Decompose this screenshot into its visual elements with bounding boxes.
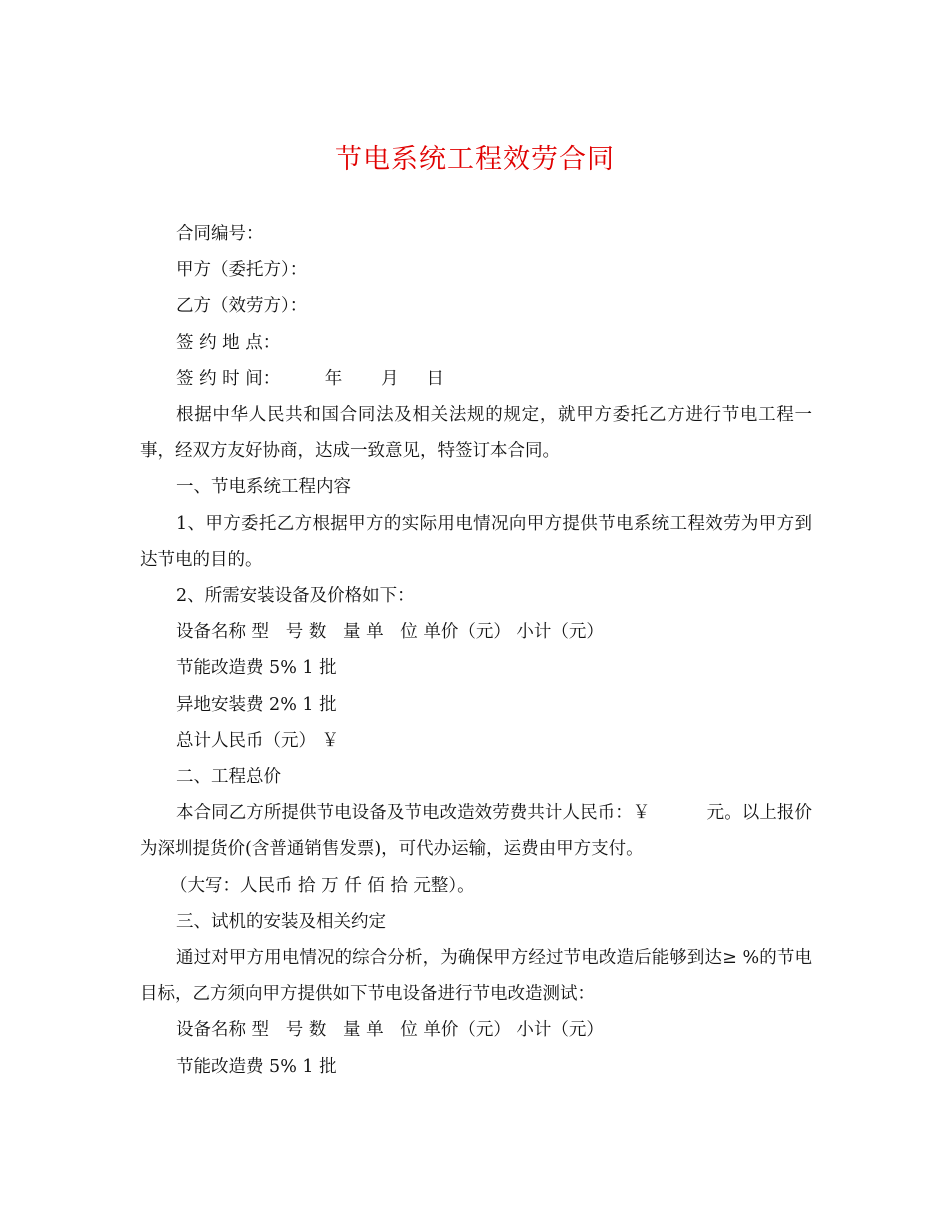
party-b-line: 乙方（效劳方）： bbox=[176, 296, 308, 317]
equipment-table-header-2: 设备名称 型 号 数 量 单 位 单价（元） 小计（元） bbox=[176, 1020, 604, 1041]
equipment-table-header-1: 设备名称 型 号 数 量 单 位 单价（元） 小计（元） bbox=[176, 622, 604, 643]
document-body bbox=[140, 216, 812, 1085]
amount-in-words-line: （大写：人民币 拾 万 仟 佰 拾 元整）。 bbox=[170, 875, 475, 896]
section-heading-1: 一、节电系统工程内容 bbox=[176, 477, 351, 498]
equipment-row-1: 节能改造费 5% 1 批 bbox=[176, 658, 337, 679]
document-title: 节电系统工程效劳合同 bbox=[335, 144, 615, 175]
signing-date-line: 签 约 时 间： 年 月 日 bbox=[176, 368, 444, 389]
contract-number-line: 合同编号： bbox=[176, 224, 264, 244]
equipment-row-3: 节能改造费 5% 1 批 bbox=[176, 1056, 337, 1077]
preamble-paragraph: 根据中华人民共和国合同法及相关法规的规定，就甲方委托乙方进行节电工程一事，经双方友好协商，达成一致意见，特签订本合同。 bbox=[140, 405, 812, 462]
clause-1-1: 1、甲方委托乙方根据甲方的实际用电情况向甲方提供节电系统工程效劳为甲方到达节电的目的。 bbox=[140, 513, 812, 570]
clause-1-2: 2、所需安装设备及价格如下： bbox=[176, 586, 415, 607]
section-heading-2: 二、工程总价 bbox=[176, 767, 281, 788]
party-a-line: 甲方（委托方）： bbox=[176, 260, 308, 281]
trial-paragraph: 通过对甲方用电情况的综合分析，为确保甲方经过节电改造后能够到达≥ %的节电目标，乙方须向甲方提供如下节电设备进行节电改造测试： bbox=[140, 948, 812, 1005]
section-heading-3: 三、试机的安装及相关约定 bbox=[176, 911, 386, 932]
equipment-row-2: 异地安装费 2% 1 批 bbox=[176, 694, 337, 715]
signing-place-line: 签 约 地 点： bbox=[176, 332, 281, 353]
equipment-total-line: 总计人民币（元） ￥ bbox=[176, 730, 340, 751]
total-price-paragraph: 本合同乙方所提供节电设备及节电改造效劳费共计人民币：￥ 元。以上报价为深圳提货价(含普通销售发票)，可代办运输，运费由甲方支付。 bbox=[140, 803, 812, 860]
